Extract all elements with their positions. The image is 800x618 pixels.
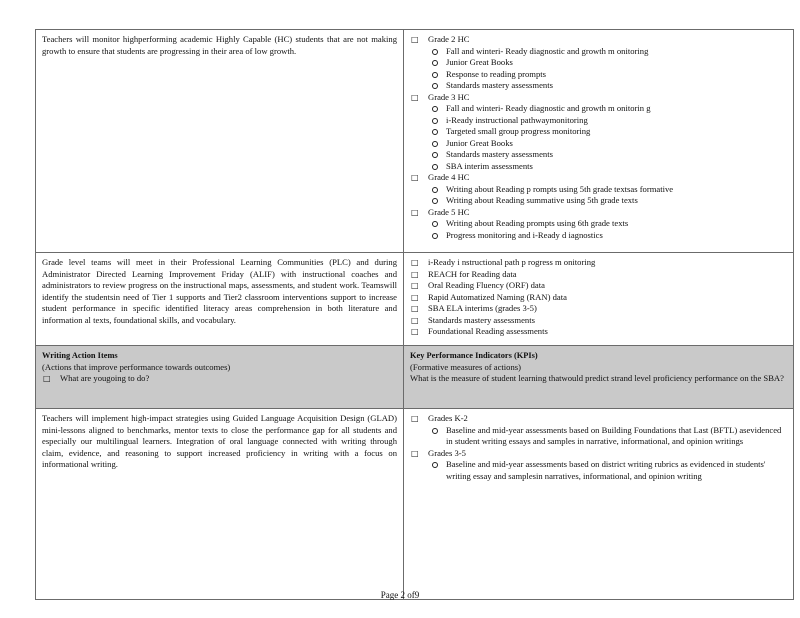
circle-bullet-icon — [432, 106, 438, 112]
circle-bullet-icon — [432, 428, 438, 434]
list-item — [430, 218, 787, 230]
kpi-cell — [404, 30, 794, 253]
checkbox-bullet-icon: □ — [411, 269, 419, 279]
list-item — [410, 269, 787, 281]
assessment-list — [428, 218, 787, 241]
assessment-text: Writing about Reading p rompts using 5th grade textsas formative — [446, 183, 674, 194]
list-item — [430, 161, 787, 173]
list-item — [430, 57, 787, 69]
list-item — [430, 425, 787, 448]
list-item — [410, 280, 787, 292]
circle-bullet-icon — [432, 164, 438, 170]
list-item — [430, 184, 787, 196]
assessment-text: Fall and winteri- Ready diagnostic and growth m onitoring — [446, 45, 649, 56]
checkbox-bullet-icon: □ — [411, 92, 419, 102]
assessment-text: SBA interim assessments — [446, 160, 533, 171]
kpi-list — [410, 34, 787, 241]
assessment-text: Writing about Reading summative using 5th grade texts — [446, 195, 638, 205]
checkbox-bullet-icon: □ — [411, 35, 419, 44]
list-item — [430, 103, 787, 115]
kpi-list — [410, 257, 787, 338]
header-question — [42, 373, 397, 385]
checkbox-bullet-icon: □ — [411, 414, 419, 423]
assessment-list — [428, 184, 787, 207]
kpi-cell — [404, 253, 794, 346]
list-item — [430, 459, 787, 482]
header-subtitle: (Formative measures of actions) — [410, 361, 521, 372]
kpi-text: Standards mastery assessments — [428, 314, 535, 325]
kpi-cell — [404, 409, 794, 600]
checkbox-bullet-icon: □ — [411, 173, 419, 182]
header-question: What is the measure of student learning thatwould predict strand level proficiency performance on the SBA? — [410, 373, 784, 383]
list-item — [410, 257, 787, 269]
circle-bullet-icon — [432, 198, 438, 204]
list-item — [430, 115, 787, 127]
kpi-text: Oral Reading Fluency (ORF) data — [428, 280, 545, 290]
plan-table — [35, 29, 794, 600]
circle-bullet-icon — [432, 129, 438, 135]
kpi-text: SBA ELA interims (grades 3-5) — [428, 303, 537, 313]
checkbox-bullet-icon: □ — [411, 304, 419, 313]
checkbox-bullet-icon: □ — [411, 315, 419, 325]
grade-label: Grade 3 HC — [428, 91, 470, 102]
circle-bullet-icon — [432, 141, 438, 147]
circle-bullet-icon — [432, 49, 438, 55]
checkbox-bullet-icon: □ — [411, 327, 419, 336]
assessment-text: Junior Great Books — [446, 57, 513, 67]
circle-bullet-icon — [432, 152, 438, 158]
action-text: Teachers will implement high-impact strategies using Guided Language Acquisition Design (GLAD) mini-lessons aligned to benchmarks, mentor texts to close the performance gap for all students and especially our multilingual learners. Integration of oral language connected with writing through claim, evidence, and reasoning to support increased proficiency in writing with a focus on informational writing. — [42, 413, 397, 469]
list-item — [430, 46, 787, 58]
checkbox-bullet-icon: □ — [411, 281, 419, 290]
action-text: Grade level teams will meet in their Professional Learning Communities (PLC) and during Administrator Directed Learning Improvement Friday (ALIF) with instructional coaches and administrators to review progress on the instructional maps, assessments, and student work. Teamswill identify the studentsin need of Tier 1 supports and Tier2 classroom interventions support to increase student performance in specific identified literacy areas comprehension in both literature and information al texts, foundational skills, and vocabulary. — [42, 257, 397, 325]
list-item — [430, 149, 787, 161]
grade-group — [410, 448, 787, 483]
assessment-text: Baseline and mid-year assessments based on district writing rubrics as evidenced in students' writing essay and samplesin narratives, informational, and opinion writing — [446, 459, 766, 481]
checkbox-bullet-icon: □ — [43, 374, 51, 383]
assessment-text: Fall and winteri- Ready diagnostic and growth m onitorin g — [446, 103, 651, 113]
assessment-text: Standards mastery assessments — [446, 80, 553, 90]
grade-label: Grade 4 HC — [428, 172, 470, 182]
checkbox-bullet-icon: □ — [411, 207, 419, 217]
kpi-list — [410, 413, 787, 482]
action-cell — [36, 30, 404, 253]
checkbox-bullet-icon: □ — [411, 448, 419, 458]
question-text: What are yougoing to do? — [60, 373, 150, 383]
action-cell — [36, 409, 404, 600]
list-item — [430, 138, 787, 150]
assessment-list — [428, 425, 787, 448]
header-title: Key Performance Indicators (KPIs) — [410, 351, 538, 360]
action-cell — [36, 253, 404, 346]
assessment-list — [428, 46, 787, 92]
kpi-text: Rapid Automatized Naming (RAN) data — [428, 291, 567, 302]
checkbox-bullet-icon: □ — [411, 258, 419, 267]
circle-bullet-icon — [432, 233, 438, 239]
assessment-text: i-Ready instructional pathwaymonitoring — [446, 114, 588, 125]
list-item — [410, 292, 787, 304]
circle-bullet-icon — [432, 462, 438, 468]
writing-action-header — [36, 346, 404, 409]
circle-bullet-icon — [432, 60, 438, 66]
list-item — [430, 230, 787, 242]
assessment-text: Targeted small group progress monitoring — [446, 126, 591, 136]
circle-bullet-icon — [432, 187, 438, 193]
list-item — [430, 69, 787, 81]
table-row — [36, 409, 794, 600]
grade-group — [410, 34, 787, 92]
header-subtitle: (Actions that improve performance towards outcomes) — [42, 361, 231, 372]
assessment-text: Response to reading prompts — [446, 68, 547, 79]
circle-bullet-icon — [432, 118, 438, 124]
grade-label: Grade 2 HC — [428, 34, 470, 44]
header-row — [36, 346, 794, 409]
kpi-text: i-Ready i nstructional path p rogress m onitoring — [428, 257, 596, 267]
kpi-text: Foundational Reading assessments — [428, 326, 548, 336]
grade-group — [410, 172, 787, 207]
checkbox-bullet-icon: □ — [411, 292, 419, 302]
list-item — [410, 315, 787, 327]
assessment-text: Baseline and mid-year assessments based on Building Foundations that Last (BFTL) asevidenced in student writing essays and samples in narrative, informational, and opinion writings — [446, 424, 782, 446]
action-text: Teachers will monitor highperforming academic Highly Capable (HC) students that are not making growth to ensure that students are progressing in their area of low growth. — [42, 34, 397, 56]
circle-bullet-icon — [432, 221, 438, 227]
list-item — [430, 80, 787, 92]
grade-label: Grade 5 HC — [428, 206, 470, 217]
assessment-text: Progress monitoring and i-Ready d iagnostics — [446, 229, 603, 240]
kpi-header — [404, 346, 794, 409]
assessment-text: Standards mastery assessments — [446, 149, 553, 159]
grade-label: Grades K-2 — [428, 413, 468, 423]
assessment-text: Writing about Reading prompts using 6th grade texts — [446, 218, 629, 228]
grade-group — [410, 92, 787, 173]
list-item — [410, 326, 787, 338]
grade-group — [410, 413, 787, 448]
assessment-list — [428, 103, 787, 172]
kpi-text: REACH for Reading data — [428, 268, 517, 279]
assessment-text: Junior Great Books — [446, 137, 513, 148]
circle-bullet-icon — [432, 72, 438, 78]
assessment-list — [428, 459, 787, 482]
table-row — [36, 253, 794, 346]
grade-label: Grades 3-5 — [428, 447, 466, 458]
page-number: Page 2 of9 — [380, 590, 420, 600]
header-title: Writing Action Items — [42, 351, 118, 360]
grade-group — [410, 207, 787, 242]
circle-bullet-icon — [432, 83, 438, 89]
list-item — [430, 126, 787, 138]
list-item — [430, 195, 787, 207]
list-item — [410, 303, 787, 315]
table-row — [36, 30, 794, 253]
